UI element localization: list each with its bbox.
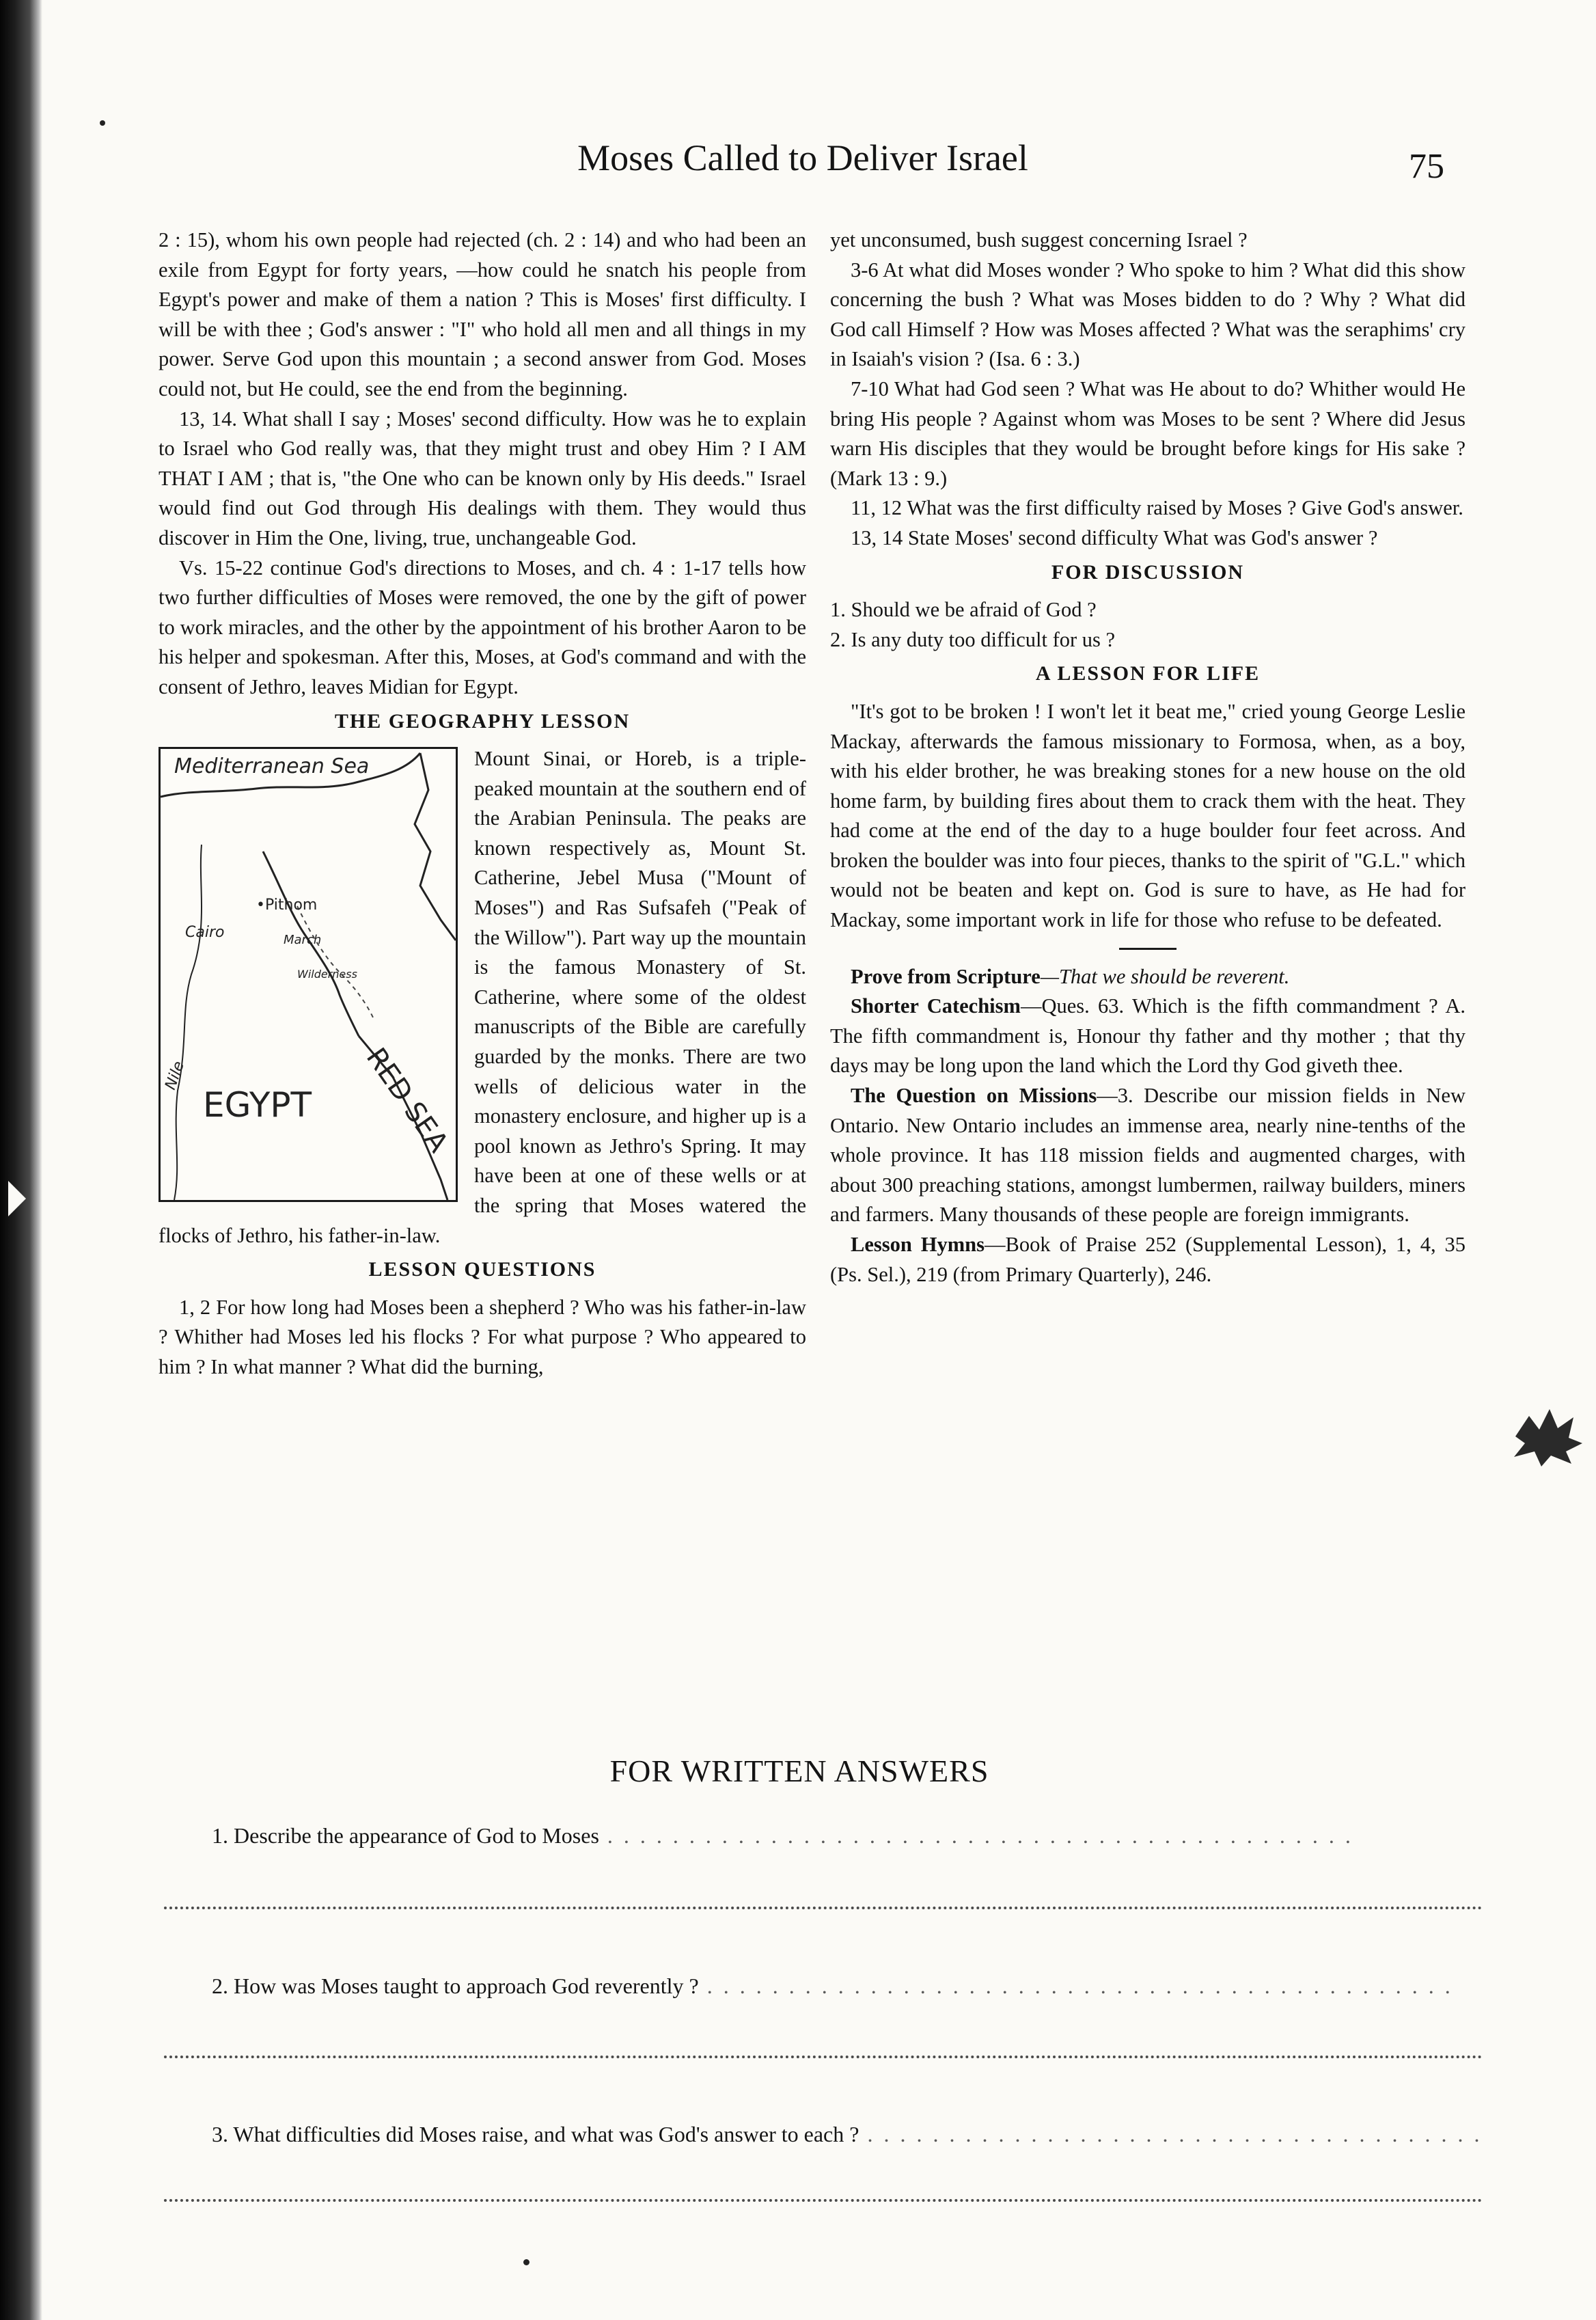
discussion-heading: FOR DISCUSSION xyxy=(1051,560,1245,584)
left-column xyxy=(159,226,806,1382)
missions-question xyxy=(830,1081,1466,1230)
scan-speck xyxy=(100,120,105,126)
paragraph: yet unconsumed, bush suggest concerning Israel ? xyxy=(830,228,1248,251)
discussion-item: 2. Is any duty too difficult for us ? xyxy=(830,627,1116,651)
scan-binding-edge xyxy=(0,0,42,2320)
map-label-egypt: EGYPT xyxy=(203,1085,312,1125)
map-label-nile: Nile xyxy=(162,1059,189,1093)
answer-leader: . . . . . . . . . . . . . . . . . . . . . . . . . . . . . . . . . . . . . . . . . . . . . . xyxy=(598,1823,1353,1848)
answer-line[interactable] xyxy=(164,2196,1483,2202)
prove-from-scripture xyxy=(830,962,1466,992)
paragraph: 3-6 At what did Moses wonder ? Who spoke to him ? What did this show concerning the bush ? What was Moses bidden to do ? Why ? What did God call Himself ? How was Moses affected ? What was the seraphims' cry in Isaiah's vision ? (Isa. 6 : 3.) xyxy=(830,258,1466,371)
right-column xyxy=(830,226,1466,1289)
map-label-wilderness: Wilderness xyxy=(297,968,357,981)
lesson-questions-heading: LESSON QUESTIONS xyxy=(368,1258,596,1281)
question-text: 3. What difficulties did Moses raise, and what was God's answer to each ? xyxy=(212,2122,859,2146)
catechism-text: —Ques. 63. Which is the fifth commandment ? A. The fifth commandment is, Honour thy father and thy mother ; that thy days may be long upon the land which the Lord thy God giveth thee. xyxy=(830,994,1466,1078)
page-title: Moses Called to Deliver Israel xyxy=(577,137,1028,178)
map-label-sea: Mediterranean Sea xyxy=(174,754,370,779)
map-label-cairo: Cairo xyxy=(185,924,225,942)
sinai-map xyxy=(159,747,458,1202)
map-label-march: March xyxy=(284,933,322,948)
missions-label: The Question on Missions xyxy=(851,1084,1097,1108)
written-question-1 xyxy=(212,1823,1483,1848)
map-label-red-sea: RED SEA xyxy=(359,1042,454,1158)
question-text: 2. How was Moses taught to approach God reverently ? xyxy=(212,1974,699,1998)
life-lesson-text: "It's got to be broken ! I won't let it beat me," cried young George Leslie Mackay, afterwards the famous missionary to Formosa, when, as a boy, with his elder brother, he was breaking stones for a new house on the old home farm, by building fires about them to crack them with the heat. They had come at the end of the day to a huge boulder four feet across. And broken the boulder was into four pieces, thanks to the spirit of "G.L." which would not be beaten and kept on. God is sure to have, as He had for Mackay, some important work in life for those who refuse to be defeated. xyxy=(830,699,1466,932)
paragraph: 11, 12 What was the first difficulty raised by Moses ? Give God's answer. xyxy=(851,496,1463,520)
route-line xyxy=(297,906,374,1019)
answer-leader: . . . . . . . . . . . . . . . . . . . . . . . . . . . . . . . . . . . . . . . . . . . . . . xyxy=(698,1974,1453,1998)
hymns-label: Lesson Hymns xyxy=(851,1233,985,1256)
geography-text: Mount Sinai, or Horeb, is a triple-peaked mountain at the southern end of the Arabian Peninsula. The peaks are known respectively as, Mount St. Catherine, Jebel Musa ("Mount of Moses") and Ras Sufsafeh ("Peak of the Willow"). Part way up the mountain is the famous Monastery of St. Catherine, where some of the oldest manuscripts of the Bible are carefully guarded by the monks. There are two wells of delicious water in the monastery enclosure, and higher up is a pool known as Jethro's Spring. It may have been at one of these wells or at the spring that Moses watered the flocks of Jethro, his father-in-law. xyxy=(159,747,806,1247)
binding-notch-mark xyxy=(8,1181,26,1216)
written-question-3 xyxy=(212,2122,1483,2147)
lesson-hymns xyxy=(830,1230,1466,1289)
page-number: 75 xyxy=(1409,147,1444,186)
sinai-east-coast xyxy=(415,753,456,940)
life-lesson-heading: A LESSON FOR LIFE xyxy=(1035,662,1261,685)
answer-line[interactable] xyxy=(164,2053,1483,2058)
paragraph: 13, 14. What shall I say ; Moses' second difficulty. How was he to explain to Israel who God really was, that they might trust and obey Him ? I AM THAT I AM ; that is, "the One who can be known only by His deeds." Israel would find out God through His dealings with them. They would thus discover in Him the One, living, true, unchangeable God. xyxy=(159,407,806,549)
section-divider xyxy=(1119,948,1177,950)
answer-line[interactable] xyxy=(164,1904,1483,1909)
ink-blot-mark xyxy=(1509,1402,1585,1468)
prove-text: —That we should be reverent. xyxy=(1040,964,1290,988)
catechism-label: Shorter Catechism xyxy=(851,994,1021,1018)
prove-label: Prove from Scripture xyxy=(851,964,1041,988)
map-drawing xyxy=(161,749,456,1200)
hymns-text: —Book of Praise 252 (Supplemental Lesson), 1, 4, 35 (Ps. Sel.), 219 (from Primary Quarterly), 246. xyxy=(830,1233,1466,1286)
discussion-item: 1. Should we be afraid of God ? xyxy=(830,598,1097,622)
paragraph: 7-10 What had God seen ? What was He about to do? Whither would He bring His people ? Against whom was Moses to be sent ? Where did Jesus warn His disciples that they would be brought before kings for His sake ? (Mark 13 : 9.) xyxy=(830,377,1466,490)
geography-heading: THE GEOGRAPHY LESSON xyxy=(334,709,631,733)
nile-river xyxy=(174,845,202,1200)
paragraph: 13, 14 State Moses' second difficulty What was God's answer ? xyxy=(851,526,1378,549)
missions-text: —3. Describe our mission fields in New Ontario. New Ontario includes an immense area, nearly nine-tenths of the whole province. It has 118 mission fields and augmented charges, with about 300 preaching stations, amongst lumbermen, railway builders, miners and farmers. Many thousands of these people are foreign immigrants. xyxy=(830,1084,1466,1227)
geography-section xyxy=(159,744,806,1251)
scan-speck xyxy=(523,2259,529,2265)
written-question-2 xyxy=(212,1974,1483,1999)
paragraph: 2 : 15), whom his own people had rejected (ch. 2 : 14) and who had been an exile from Egypt for forty years, —how could he snatch his people from Egypt's power and make of them a nation ? This is Moses' first difficulty. I will be with thee ; God's answer : "I" who hold all men and all things in my power. Serve God upon this mountain ; a second answer from God. Moses could not, but He could, see the end from the beginning. xyxy=(159,228,806,400)
lesson-questions-text: 1, 2 For how long had Moses been a shepherd ? Who was his father-in-law ? Whither had Moses led his flocks ? For what purpose ? Who appeared to him ? In what manner ? What did the burning, xyxy=(159,1295,806,1378)
answer-leader: . . . . . . . . . . . . . . . . . . . . . . . . . . . . . . . . . . . . . . xyxy=(859,2122,1483,2146)
paragraph: Vs. 15-22 continue God's directions to Moses, and ch. 4 : 1-17 tells how two further difficulties of Moses were removed, the one by the gift of power to work miracles, and the other by the appointment of his brother Aaron to be his helper and spokesman. After this, Moses, at God's command and with the consent of Jethro, leaves Midian for Egypt. xyxy=(159,556,806,698)
written-answers-title: FOR WRITTEN ANSWERS xyxy=(609,1753,989,1788)
map-label-pithom: •Pithom xyxy=(256,897,318,914)
question-text: 1. Describe the appearance of God to Moses xyxy=(212,1823,599,1848)
shorter-catechism xyxy=(830,992,1466,1081)
